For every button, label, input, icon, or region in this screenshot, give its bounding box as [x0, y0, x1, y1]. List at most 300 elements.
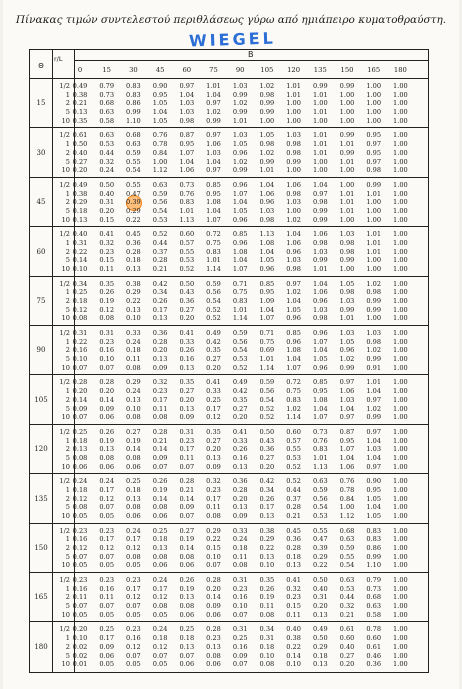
table-cell: 0.05 — [99, 610, 115, 619]
table-cell: 0.99 — [339, 256, 355, 265]
table-cell: 1.00 — [393, 485, 408, 494]
table-cell: 0.12 — [152, 593, 168, 602]
table-cell: 0.29 — [206, 526, 221, 535]
table-cell: 0.17 — [99, 634, 115, 643]
table-cell: 0.55 — [286, 445, 301, 454]
table-cell: 0.76 — [152, 131, 168, 140]
table-cell: 0.05 — [72, 561, 88, 570]
table-cell: 0.40 — [99, 189, 115, 198]
table-cell: 1.04 — [232, 256, 248, 265]
table-cell: 0.52 — [179, 265, 195, 273]
rl-value: 2 — [65, 593, 70, 602]
table-cell: 0.32 — [99, 238, 115, 247]
table-cell: 1.00 — [393, 378, 408, 387]
table-cell: 0.36 — [179, 297, 195, 305]
table-cell: 0.71 — [259, 329, 275, 337]
table-cell: 0.12 — [126, 593, 141, 602]
table-cell: 0.06 — [126, 512, 141, 520]
table-cell: 0.97 — [366, 462, 382, 471]
table-cell: 1.00 — [393, 436, 408, 445]
table-cell: 0.59 — [312, 485, 328, 494]
table-cell: 0.97 — [206, 131, 221, 140]
table-cell: 0.36 — [366, 660, 382, 669]
table-cell: 1.02 — [286, 215, 301, 224]
table-cell: 1.00 — [393, 140, 408, 149]
table-cell: 0.13 — [99, 445, 115, 454]
rl-value: 1/2 — [59, 329, 70, 337]
table-cell: 0.35 — [206, 346, 221, 355]
table-cell: 0.08 — [152, 552, 168, 561]
table-cell: 0.19 — [126, 436, 141, 445]
table-cell: 1.00 — [312, 166, 328, 175]
table-cell: 0.33 — [232, 436, 248, 445]
table-cell: 1.00 — [393, 427, 408, 436]
table-cell: 0.42 — [206, 337, 221, 346]
table-cell: 0.16 — [99, 346, 115, 355]
table-cell: 0.13 — [179, 363, 195, 372]
table-cell: 1.13 — [179, 215, 195, 224]
table-cell: 1.04 — [179, 90, 195, 99]
table-cell: 1.00 — [393, 305, 408, 314]
table-cell: 0.49 — [72, 180, 88, 189]
rl-value: 1 — [65, 535, 70, 544]
table-cell: 0.97 — [366, 157, 382, 166]
beta-column-header: 15 — [102, 66, 112, 74]
table-cell: 0.10 — [232, 602, 248, 611]
table-cell: 0.05 — [126, 660, 141, 669]
table-cell: 0.24 — [126, 526, 141, 535]
table-cell: 0.57 — [286, 436, 301, 445]
table-cell: 0.47 — [126, 189, 141, 198]
table-cell: 0.95 — [312, 387, 328, 396]
table-cell: 1.00 — [393, 314, 408, 323]
rl-value: 1/2 — [59, 576, 70, 584]
table-cell: 0.07 — [179, 651, 195, 660]
table-cell: 0.35 — [72, 116, 88, 125]
table-cell: 0.25 — [99, 625, 115, 634]
table-cell: 0.52 — [286, 477, 301, 486]
table-cell: 1.01 — [286, 82, 301, 90]
table-cell: 0.13 — [179, 404, 195, 413]
table-cell: 0.14 — [126, 445, 141, 454]
table-cell: 0.39 — [312, 544, 328, 552]
table-cell: 1.01 — [339, 189, 355, 198]
table-cell: 0.25 — [126, 477, 141, 486]
table-cell: 0.09 — [232, 651, 248, 660]
table-cell: 0.54 — [126, 166, 141, 175]
table-cell: 0.19 — [152, 485, 168, 494]
table-cell: 0.53 — [339, 584, 355, 593]
table-cell: 0.20 — [99, 206, 115, 215]
rl-value: 1 — [65, 337, 70, 346]
table-cell: 0.28 — [152, 427, 168, 436]
table-cell: 0.16 — [232, 453, 248, 462]
table-cell: 0.12 — [99, 305, 115, 314]
table-cell: 0.23 — [206, 485, 221, 494]
table-cell: 1.01 — [206, 256, 221, 265]
table-cell: 0.18 — [152, 634, 168, 643]
beta-column-header: 0 — [77, 66, 83, 74]
table-cell: 0.36 — [126, 238, 141, 247]
group-divider — [30, 226, 428, 227]
table-cell: 0.31 — [259, 634, 275, 643]
theta-value: 120 — [34, 445, 48, 454]
table-cell: 0.20 — [206, 363, 221, 372]
table-cell: 0.26 — [179, 576, 195, 584]
table-cell: 0.76 — [339, 477, 355, 486]
table-cell: 0.71 — [232, 279, 248, 288]
table-cell: 1.07 — [179, 148, 195, 157]
table-cell: 0.07 — [99, 363, 115, 372]
table-cell: 0.98 — [312, 238, 328, 247]
table-cell: 1.03 — [179, 108, 195, 117]
table-cell: 0.32 — [152, 378, 168, 387]
table-cell: 0.99 — [312, 256, 328, 265]
table-cell: 0.07 — [99, 503, 115, 512]
table-cell: 0.50 — [312, 634, 328, 643]
table-cell: 0.83 — [179, 198, 195, 207]
table-cell: 1.05 — [366, 494, 382, 503]
table-cell: 0.14 — [152, 445, 168, 454]
table-cell: 0.58 — [99, 116, 115, 125]
table-cell: 0.28 — [72, 378, 88, 387]
table-cell: 0.99 — [312, 206, 328, 215]
table-cell: 0.07 — [179, 512, 195, 520]
table-cell: 0.52 — [152, 230, 168, 239]
table-cell: 0.27 — [126, 427, 141, 436]
table-cell: 0.55 — [339, 552, 355, 561]
table-cell: 0.42 — [152, 279, 168, 288]
table-cell: 0.26 — [99, 427, 115, 436]
table-cell: 0.17 — [126, 584, 141, 593]
table-cell: 0.17 — [179, 445, 195, 454]
table-cell: 1.01 — [286, 90, 301, 99]
table-cell: 0.11 — [259, 602, 275, 611]
table-cell: 0.12 — [72, 494, 88, 503]
table-cell: 0.79 — [366, 576, 382, 584]
table-cell: 0.07 — [72, 602, 88, 611]
table-cell: 0.96 — [232, 180, 248, 189]
table-cell: 1.04 — [339, 404, 355, 413]
table-cell: 0.60 — [366, 634, 382, 643]
table-cell: 0.99 — [339, 82, 355, 90]
table-cell: 1.00 — [393, 90, 408, 99]
table-cell: 0.24 — [152, 576, 168, 584]
table-cell: 1.00 — [339, 99, 355, 108]
table-cell: 1.00 — [393, 462, 408, 471]
table-cell: 0.18 — [179, 634, 195, 643]
table-cell: 1.05 — [339, 279, 355, 288]
table-cell: 0.20 — [206, 584, 221, 593]
table-cell: 1.01 — [339, 314, 355, 323]
table-cell: 0.15 — [286, 602, 301, 611]
theta-value: 60 — [36, 247, 46, 256]
table-cell: 1.01 — [312, 131, 328, 140]
table-cell: 0.21 — [152, 436, 168, 445]
table-cell: 1.00 — [393, 230, 408, 239]
table-cell: 1.00 — [393, 247, 408, 256]
table-cell: 0.28 — [206, 625, 221, 634]
rl-value: 10 — [61, 265, 70, 273]
rl-value: 1 — [65, 485, 70, 494]
table-cell: 0.25 — [232, 634, 248, 643]
beta-column-header: 60 — [182, 66, 192, 74]
table-cell: 0.25 — [72, 427, 88, 436]
rl-value: 1/2 — [59, 625, 70, 634]
table-cell: 1.04 — [339, 453, 355, 462]
table-cell: 0.08 — [179, 602, 195, 611]
beta-column-header: 150 — [340, 66, 354, 74]
table-cell: 1.03 — [312, 247, 328, 256]
table-cell: 1.00 — [366, 90, 382, 99]
table-cell: 0.20 — [99, 387, 115, 396]
table-cell: 0.08 — [72, 503, 88, 512]
beta-column-header: 90 — [235, 66, 245, 74]
table-cell: 1.00 — [259, 116, 275, 125]
table-cell: 1.06 — [286, 180, 301, 189]
table-cell: 1.07 — [259, 314, 275, 323]
table-cell: 0.11 — [232, 552, 248, 561]
table-cell: 1.02 — [286, 404, 301, 413]
table-cell: 0.06 — [179, 561, 195, 570]
beta-column-header: 75 — [209, 66, 218, 74]
table-cell: 0.08 — [72, 453, 88, 462]
table-cell: 0.23 — [126, 576, 141, 584]
table-cell: 1.02 — [366, 346, 382, 355]
table-cell: 0.13 — [259, 512, 275, 520]
table-cell: 0.11 — [206, 503, 221, 512]
table-cell: 0.44 — [339, 593, 355, 602]
table-cell: 0.20 — [179, 395, 195, 404]
table-cell: 1.08 — [232, 247, 248, 256]
table-cell: 0.15 — [206, 544, 221, 552]
group-divider — [30, 424, 428, 425]
table-cell: 0.50 — [99, 180, 115, 189]
rl-value: 1 — [65, 90, 70, 99]
table-cell: 0.56 — [312, 494, 328, 503]
table-cell: 0.16 — [232, 593, 248, 602]
beta-column-header: 45 — [155, 66, 165, 74]
table-cell: 0.97 — [366, 427, 382, 436]
table-cell: 1.00 — [393, 625, 408, 634]
table-cell: 0.07 — [99, 602, 115, 611]
table-cell: 0.52 — [206, 314, 221, 323]
table-cell: 0.08 — [152, 503, 168, 512]
rl-value: 10 — [61, 660, 70, 669]
table-cell: 1.00 — [393, 387, 408, 396]
table-cell: 1.04 — [286, 297, 301, 305]
table-cell: 1.00 — [393, 238, 408, 247]
group-divider — [30, 473, 428, 474]
table-cell: 0.27 — [206, 355, 221, 364]
table-cell: 1.00 — [393, 477, 408, 486]
table-cell: 0.40 — [339, 642, 355, 651]
table-cell: 1.00 — [393, 602, 408, 611]
group-divider — [30, 523, 428, 524]
table-cell: 0.99 — [366, 413, 382, 422]
table-cell: 0.16 — [232, 642, 248, 651]
table-cell: 0.08 — [179, 552, 195, 561]
table-cell: 0.08 — [126, 413, 141, 422]
table-cell: 1.00 — [366, 116, 382, 125]
table-cell: 0.58 — [366, 610, 382, 619]
table-cell: 0.95 — [366, 485, 382, 494]
table-cell: 1.03 — [232, 82, 248, 90]
table-cell: 1.01 — [312, 265, 328, 273]
table-cell: 1.02 — [259, 82, 275, 90]
table-cell: 1.07 — [312, 337, 328, 346]
table-cell: 1.13 — [259, 230, 275, 239]
table-cell: 0.96 — [259, 198, 275, 207]
table-cell: 0.09 — [72, 404, 88, 413]
rl-value: 10 — [61, 314, 70, 323]
table-cell: 1.01 — [259, 355, 275, 364]
table-cell: 0.23 — [152, 387, 168, 396]
table-cell: 1.05 — [286, 305, 301, 314]
table-cell: 1.14 — [259, 363, 275, 372]
table-cell: 1.00 — [393, 404, 408, 413]
table-cell: 1.05 — [312, 355, 328, 364]
table-cell: 0.05 — [99, 561, 115, 570]
table-cell: 0.95 — [152, 90, 168, 99]
table-cell: 0.17 — [206, 494, 221, 503]
table-cell: 0.23 — [286, 593, 301, 602]
table-cell: 0.12 — [99, 544, 115, 552]
table-cell: 0.05 — [99, 512, 115, 520]
rl-value: 5 — [65, 404, 70, 413]
table-cell: 1.03 — [339, 329, 355, 337]
group-divider — [30, 621, 428, 622]
table-cell: 0.05 — [72, 610, 88, 619]
table-cell: 0.41 — [179, 329, 195, 337]
table-cell: 0.52 — [259, 413, 275, 422]
table-cell: 0.47 — [312, 535, 328, 544]
table-cell: 0.56 — [152, 198, 168, 207]
table-cell: 0.90 — [366, 477, 382, 486]
table-cell: 0.53 — [312, 512, 328, 520]
table-cell: 1.00 — [393, 215, 408, 224]
table-cell: 1.00 — [366, 108, 382, 117]
table-cell: 0.06 — [179, 610, 195, 619]
table-cell: 0.85 — [259, 279, 275, 288]
table-cell: 0.98 — [259, 215, 275, 224]
table-cell: 0.20 — [72, 166, 88, 175]
table-cell: 0.10 — [259, 561, 275, 570]
table-cell: 0.23 — [179, 436, 195, 445]
table-cell: 0.27 — [259, 453, 275, 462]
table-cell: 0.53 — [99, 140, 115, 149]
table-cell: 0.08 — [126, 453, 141, 462]
table-cell: 1.04 — [152, 108, 168, 117]
table-cell: 0.33 — [126, 329, 141, 337]
table-cell: 1.06 — [179, 166, 195, 175]
table-cell: 1.03 — [259, 206, 275, 215]
table-cell: 0.18 — [72, 297, 88, 305]
table-cell: 1.01 — [366, 189, 382, 198]
table-cell: 1.00 — [286, 206, 301, 215]
table-cell: 0.32 — [99, 157, 115, 166]
table-cell: 0.13 — [259, 552, 275, 561]
table-cell: 0.26 — [259, 584, 275, 593]
table-cell: 0.08 — [152, 413, 168, 422]
table-cell: 0.21 — [339, 610, 355, 619]
table-cell: 0.35 — [259, 576, 275, 584]
table-cell: 0.24 — [99, 477, 115, 486]
table-cell: 0.05 — [126, 561, 141, 570]
table-cell: 0.43 — [179, 288, 195, 297]
table-cell: 0.07 — [232, 610, 248, 619]
table-cell: 0.10 — [72, 265, 88, 273]
table-cell: 0.99 — [366, 305, 382, 314]
table-cell: 0.23 — [206, 634, 221, 643]
table-cell: 0.08 — [206, 651, 221, 660]
table-cell: 0.08 — [99, 453, 115, 462]
table-cell: 0.56 — [232, 337, 248, 346]
table-cell: 0.16 — [126, 634, 141, 643]
table-cell: 0.98 — [312, 314, 328, 323]
rl-value: 5 — [65, 651, 70, 660]
table-cell: 0.14 — [99, 395, 115, 404]
table-cell: 0.08 — [152, 602, 168, 611]
table-cell: 0.06 — [126, 462, 141, 471]
table-cell: 0.28 — [99, 378, 115, 387]
rl-value: 1/2 — [59, 230, 70, 239]
table-cell: 1.05 — [259, 131, 275, 140]
theta-value: 180 — [34, 642, 48, 651]
table-cell: 0.96 — [312, 297, 328, 305]
table-cell: 0.63 — [339, 576, 355, 584]
table-cell: 1.05 — [339, 337, 355, 346]
table-cell: 1.02 — [232, 157, 248, 166]
table-cell: 0.06 — [99, 413, 115, 422]
table-cell: 0.99 — [366, 355, 382, 364]
table-cell: 0.16 — [99, 584, 115, 593]
table-cell: 0.61 — [366, 642, 382, 651]
table-cell: 1.00 — [393, 148, 408, 157]
table-cell: 0.17 — [206, 404, 221, 413]
group-divider — [30, 374, 428, 375]
table-cell: 0.78 — [339, 485, 355, 494]
table-cell: 0.46 — [366, 651, 382, 660]
table-cell: 1.07 — [286, 363, 301, 372]
table-cell: 0.14 — [179, 494, 195, 503]
table-cell: 0.05 — [152, 660, 168, 669]
table-cell: 0.29 — [312, 552, 328, 561]
table-cell: 1.00 — [393, 576, 408, 584]
table-cell: 1.01 — [312, 453, 328, 462]
table-cell: 0.17 — [152, 395, 168, 404]
table-cell: 0.13 — [206, 642, 221, 651]
table-cell: 0.06 — [206, 610, 221, 619]
table-cell: 0.26 — [99, 288, 115, 297]
table-cell: 0.41 — [99, 230, 115, 239]
rl-value: 1/2 — [59, 131, 70, 140]
rl-value: 10 — [61, 512, 70, 520]
table-cell: 0.24 — [152, 625, 168, 634]
table-cell: 0.90 — [152, 82, 168, 90]
table-cell: 0.10 — [206, 552, 221, 561]
table-cell: 1.00 — [393, 82, 408, 90]
table-cell: 0.75 — [286, 387, 301, 396]
table-cell: 0.12 — [72, 544, 88, 552]
table-cell: 0.52 — [259, 404, 275, 413]
table-cell: 1.01 — [339, 157, 355, 166]
table-cell: 0.13 — [179, 593, 195, 602]
rl-value: 2 — [65, 544, 70, 552]
table-cell: 0.17 — [152, 584, 168, 593]
table-cell: 0.17 — [99, 485, 115, 494]
beta-header-rule — [74, 60, 428, 61]
